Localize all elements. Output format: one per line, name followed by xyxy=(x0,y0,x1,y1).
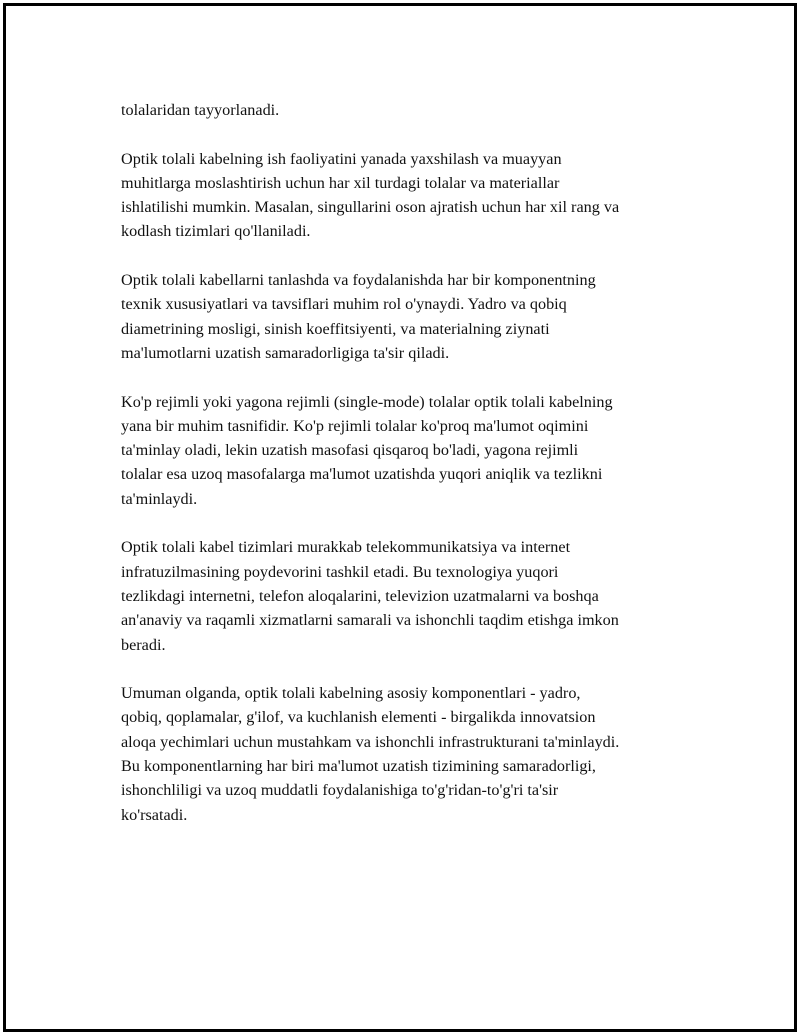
text-line: beradi. xyxy=(121,635,166,654)
text-line: tezlikdagi internetni, telefon aloqalarini, televizion uzatmalarni va boshqa xyxy=(121,586,599,605)
paragraph xyxy=(121,390,701,511)
text-line: Optik tolali kabellarni tanlashda va foydalanishda har bir komponentning xyxy=(121,271,596,290)
text-line: qobiq, qoplamalar, g'ilof, va kuchlanish elementi - birgalikda innovatsion xyxy=(121,708,596,727)
paragraph xyxy=(121,98,701,122)
text-line: tolalar esa uzoq masofalarga ma'lumot uzatishda yuqori aniqlik va tezlikni xyxy=(121,465,603,484)
text-line: yana bir muhim tasnifidir. Ko'p rejimli tolalar ko'proq ma'lumot oqimini xyxy=(121,416,589,435)
text-line: ma'lumotlarni uzatish samaradorligiga ta'sir qiladi. xyxy=(121,343,450,362)
text-line: ishonchliligi va uzoq muddatli foydalanishiga to'g'ridan-to'g'ri ta'sir xyxy=(121,781,559,800)
text-line: ishlatilishi mumkin. Masalan, singullarini oson ajratish uchun har xil rang va xyxy=(121,198,620,217)
paragraph xyxy=(121,535,701,656)
text-line: muhitlarga moslashtirish uchun har xil turdagi tolalar va materiallar xyxy=(121,173,560,192)
text-line: tolalaridan tayyorlanadi. xyxy=(121,101,280,119)
paragraph xyxy=(121,147,701,244)
text-line: aloqa yechimlari uchun mustahkam va ishonchli infrastrukturani ta'minlaydi. xyxy=(121,732,620,751)
paragraph xyxy=(121,268,701,365)
text-line: diametrining mosligi, sinish koeffitsiyenti, va materialning ziynati xyxy=(121,319,550,338)
page-frame xyxy=(3,3,797,1032)
text-line: Ko'p rejimli yoki yagona rejimli (single-mode) tolalar optik tolali kabelning xyxy=(121,392,613,411)
text-line: Optik tolali kabel tizimlari murakkab telekommunikatsiya va internet xyxy=(121,538,571,557)
document-body xyxy=(121,98,701,851)
text-line: Optik tolali kabelning ish faoliyatini yanada yaxshilash va muayyan xyxy=(121,149,562,168)
text-line: ta'minlay oladi, lekin uzatish masofasi qisqaroq bo'ladi, yagona rejimli xyxy=(121,441,579,460)
text-line: Umuman olganda, optik tolali kabelning asosiy komponentlari - yadro, xyxy=(121,684,581,703)
text-line: ta'minlaydi. xyxy=(121,489,198,508)
text-line: infratuzilmasining poydevorini tashkil etadi. Bu texnologiya yuqori xyxy=(121,562,559,581)
paragraph xyxy=(121,681,701,827)
text-line: texnik xususiyatlari va tavsiflari muhim rol o'ynaydi. Yadro va qobiq xyxy=(121,295,567,314)
text-line: Bu komponentlarning har biri ma'lumot uzatish tizimining samaradorligi, xyxy=(121,757,596,776)
text-line: an'anaviy va raqamli xizmatlarni samarali va ishonchli taqdim etishga imkon xyxy=(121,611,619,630)
text-line: ko'rsatadi. xyxy=(121,805,188,824)
text-line: kodlash tizimlari qo'llaniladi. xyxy=(121,222,311,241)
